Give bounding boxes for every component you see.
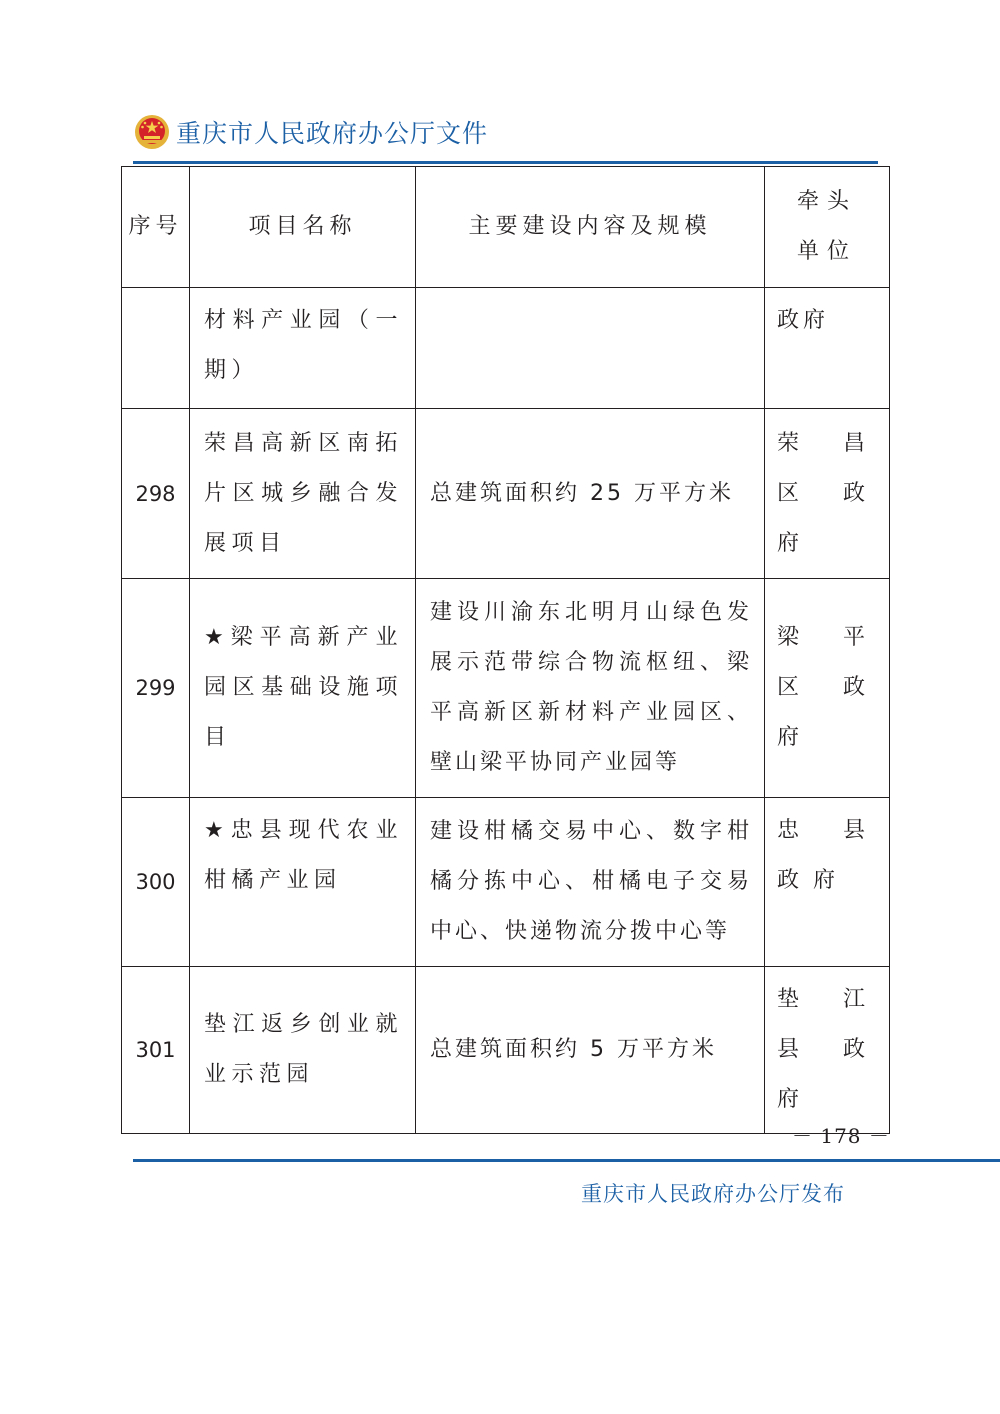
page-number: － 178 － [792, 1124, 890, 1148]
project-table [121, 166, 890, 1134]
lead-unit: 忠县政府 [765, 798, 890, 967]
table-row [122, 409, 890, 579]
project-name: 材料产业园（一期） [190, 288, 416, 409]
project-name: 荣昌高新区南拓片区城乡融合发展项目 [190, 409, 416, 579]
project-name: 垫江返乡创业就业示范园 [190, 967, 416, 1134]
document-header-title: 重庆市人民政府办公厅文件 [176, 119, 489, 148]
document-header [134, 112, 488, 152]
row-number [122, 288, 190, 409]
table-row [122, 288, 890, 409]
national-emblem-icon [134, 114, 170, 150]
footer-divider [133, 1159, 1000, 1162]
row-number: 301 [122, 967, 190, 1134]
table-row [122, 798, 890, 967]
header-divider [133, 161, 878, 164]
project-content: 建设川渝东北明月山绿色发展示范带综合物流枢纽、梁平高新区新材料产业园区、壁山梁平协同产业园等 [416, 579, 765, 798]
column-header-unit: 牵头单位 [765, 167, 890, 288]
project-content: 总建筑面积约 5 万平方米 [416, 967, 765, 1134]
column-header-no: 序号 [122, 167, 190, 288]
project-content: 建设柑橘交易中心、数字柑橘分拣中心、柑橘电子交易中心、快递物流分拨中心等 [416, 798, 765, 967]
lead-unit: 政府 [765, 288, 890, 409]
lead-unit: 垫江县政府 [765, 967, 890, 1134]
lead-unit: 梁平区政府 [765, 579, 890, 798]
lead-unit: 荣昌区政府 [765, 409, 890, 579]
project-content: 总建筑面积约 25 万平方米 [416, 409, 765, 579]
table-row [122, 579, 890, 798]
column-header-name: 项目名称 [190, 167, 416, 288]
footer-publisher: 重庆市人民政府办公厅发布 [581, 1182, 845, 1206]
project-name: ★忠县现代农业柑橘产业园 [190, 798, 416, 967]
table-row [122, 967, 890, 1134]
row-number: 299 [122, 579, 190, 798]
row-number: 300 [122, 798, 190, 967]
row-number: 298 [122, 409, 190, 579]
project-content [416, 288, 765, 409]
project-name: ★梁平高新产业园区基础设施项目 [190, 579, 416, 798]
column-header-content: 主要建设内容及规模 [416, 167, 765, 288]
table-header-row [122, 167, 890, 288]
